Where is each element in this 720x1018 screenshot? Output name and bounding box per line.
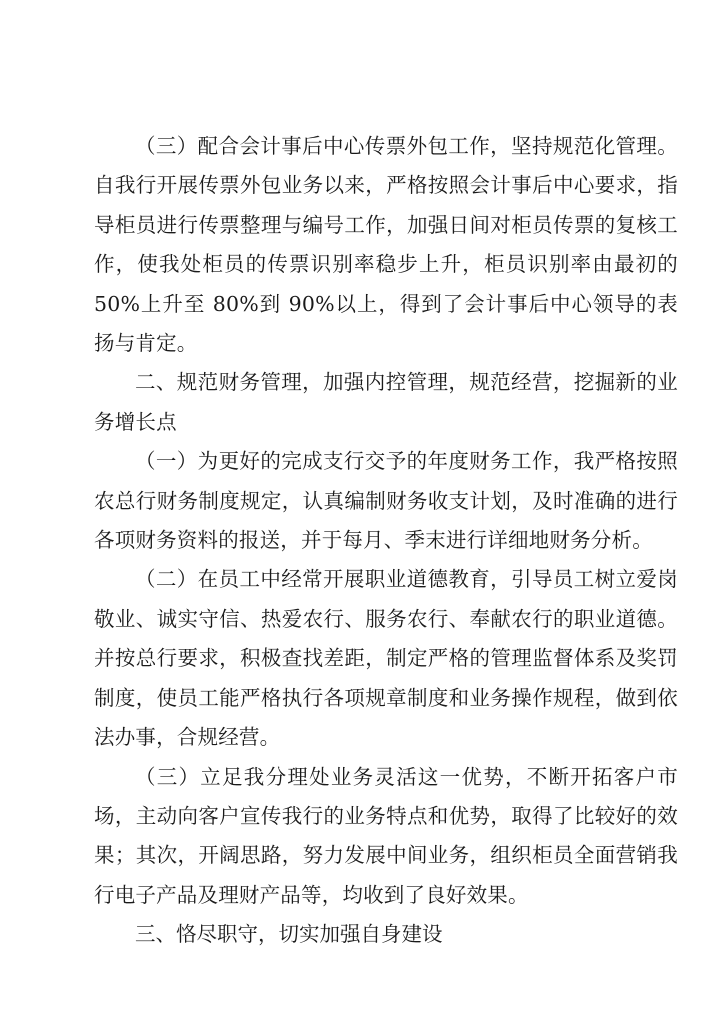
document-body	[94, 127, 678, 955]
paragraph-accounting-outsourcing: （三）配合会计事后中心传票外包工作，坚持规范化管理。自我行开展传票外包业务以来，严格按照会计事后中心要求，指导柜员进行传票整理与编号工作，加强日间对柜员传票的复核工作，使我处柜员的传票识别率稳步上升，柜员识别率由最初的 50%上升至 80%到 90%以上，得到了会计事后中心领导的表扬与肯定。	[94, 134, 678, 356]
paragraph-ethics-education: （二）在员工中经常开展职业道德教育，引导员工树立爱岗敬业、诚实守信、热爱农行、服务农行、奉献农行的职业道德。并按总行要求，积极查找差距，制定严格的管理监督体系及奖罚制度，使员工能严格执行各项规章制度和业务操作规程，做到依法办事，合规经营。	[94, 567, 678, 750]
section-heading-self-building: 三、恪尽职守，切实加强自身建设	[135, 922, 443, 947]
paragraph-financial-work: （一）为更好的完成支行交予的年度财务工作，我严格按照农总行财务制度规定，认真编制财务收支计划，及时准确的进行各项财务资料的报送，并于每月、季末进行详细地财务分析。	[94, 449, 678, 553]
paragraph-market-expansion: （三）立足我分理处业务灵活这一优势，不断开拓客户市场，主动向客户宣传我行的业务特点和优势，取得了比较好的效果；其次，开阔思路，努力发展中间业务，组织柜员全面营销我行电子产品及理财产品等，均收到了良好效果。	[94, 764, 678, 907]
section-heading-financial-management: 二、规范财务管理，加强内控管理，规范经营，挖掘新的业务增长点	[94, 370, 678, 434]
